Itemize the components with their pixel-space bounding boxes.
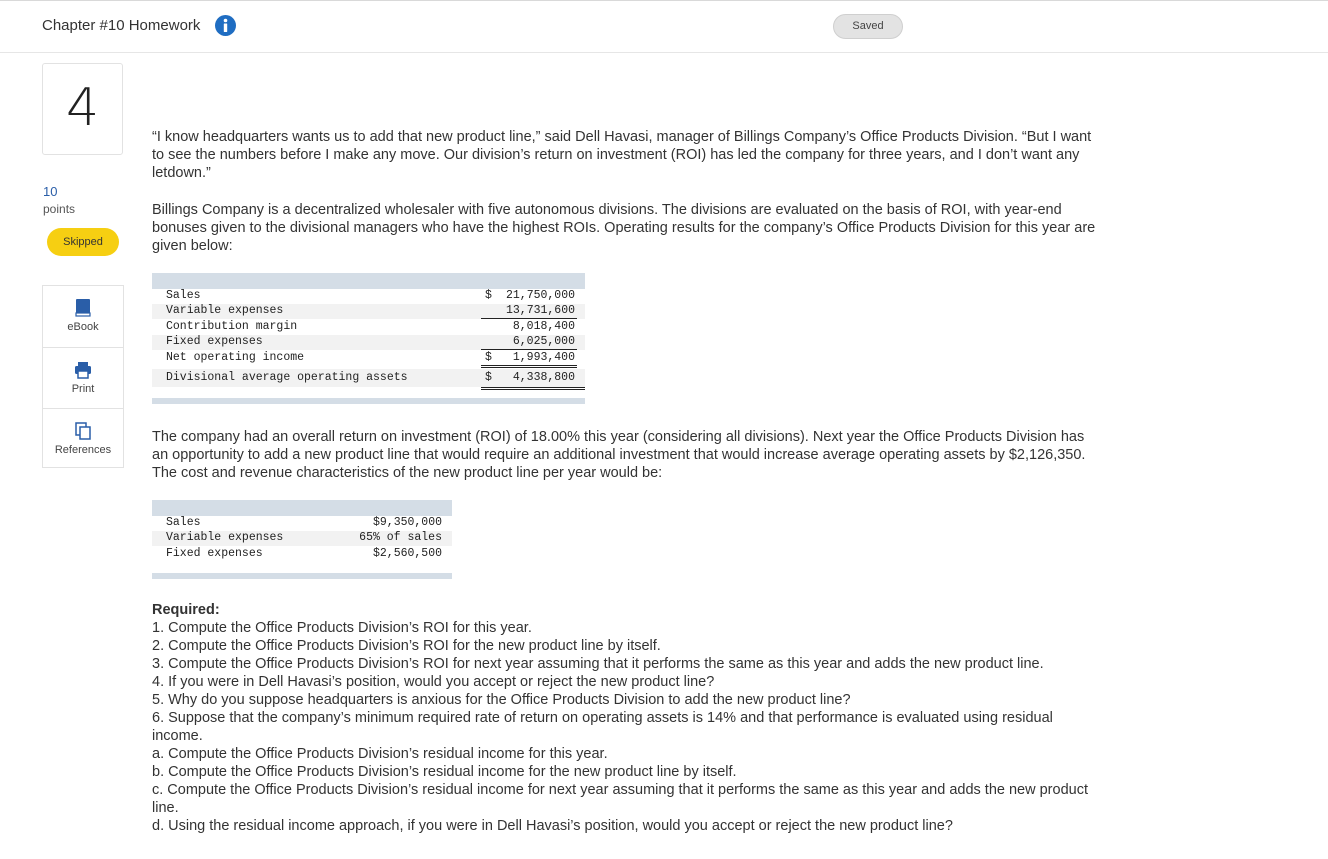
row-label: Divisional average operating assets bbox=[166, 371, 408, 384]
table-row bbox=[152, 289, 585, 304]
saved-status-badge: Saved bbox=[833, 14, 903, 39]
total-underline bbox=[481, 365, 577, 366]
points-label: points bbox=[43, 202, 76, 216]
dollar-sign: $ bbox=[485, 289, 492, 302]
required-item: 4. If you were in Dell Havasi’s position, would you accept or reject the new product line? bbox=[152, 674, 715, 690]
required-item: 2. Compute the Office Products Division’s ROI for the new product line by itself. bbox=[152, 638, 661, 654]
table-row bbox=[152, 369, 585, 387]
table-header-band bbox=[152, 500, 452, 516]
question-number-card bbox=[42, 63, 123, 155]
new-product-line-table bbox=[152, 500, 452, 579]
company-paragraph: Billings Company is a decentralized wholesaler with five autonomous divisions. The divisions are evaluated on the basis of ROI, with year-end bonuses given to the divisional managers who have the highest ROIs. Operating results for the company’s Office Products Division for this year are given below: bbox=[152, 202, 1096, 254]
total-underline bbox=[481, 367, 577, 368]
row-value: 1,993,400 bbox=[512, 351, 575, 364]
row-value: 21,750,000 bbox=[505, 289, 575, 302]
references-icon bbox=[73, 421, 93, 441]
printer-icon bbox=[73, 360, 93, 380]
intro-paragraph: “I know headquarters wants us to add that new product line,” said Dell Havasi, manager of Billings Company’s Office Products Division. “But I want to see the numbers before I make any move. Our division’s return on investment (ROI) has led the company for three years, and I don’t want any letdown.” bbox=[152, 129, 1092, 181]
row-value: 13,731,600 bbox=[505, 304, 575, 317]
table-row bbox=[152, 351, 585, 366]
row-label: Variable expenses bbox=[166, 531, 284, 544]
total-underline bbox=[481, 387, 585, 388]
table-footer-band bbox=[152, 573, 452, 579]
required-item: 3. Compute the Office Products Division’s ROI for next year assuming that it performs the same as this year and adds the new product line. bbox=[152, 656, 1044, 672]
row-value: $2,560,500 bbox=[372, 547, 442, 560]
table-row bbox=[152, 320, 585, 335]
question-number: 4 bbox=[65, 78, 100, 138]
subtotal-underline bbox=[481, 349, 577, 350]
ebook-button[interactable] bbox=[43, 286, 123, 346]
dollar-sign: $ bbox=[485, 371, 492, 384]
table-row bbox=[152, 531, 452, 546]
required-item: d. Using the residual income approach, if you were in Dell Havasi’s position, would you accept or reject the new product line? bbox=[152, 818, 953, 834]
row-label: Variable expenses bbox=[166, 304, 284, 317]
table-header-band bbox=[152, 273, 585, 289]
dollar-sign: $ bbox=[485, 351, 492, 364]
row-label: Sales bbox=[166, 516, 201, 529]
assignment-header bbox=[0, 1, 1328, 53]
print-label: Print bbox=[71, 383, 95, 395]
row-value: 6,025,000 bbox=[512, 335, 575, 348]
table-row bbox=[152, 547, 452, 562]
operating-results-table bbox=[152, 273, 585, 404]
row-label: Net operating income bbox=[166, 351, 305, 364]
required-section bbox=[152, 601, 1102, 835]
row-label: Contribution margin bbox=[166, 320, 298, 333]
row-value: 8,018,400 bbox=[512, 320, 575, 333]
print-button[interactable] bbox=[43, 347, 123, 408]
required-item: 5. Why do you suppose headquarters is anxious for the Office Products Division to add the new product line? bbox=[152, 692, 851, 708]
required-item: c. Compute the Office Products Division’s residual income for next year assuming that it performs the same as this year and adds the new product line. bbox=[152, 782, 1088, 816]
info-icon[interactable] bbox=[215, 15, 236, 36]
required-heading: Required: bbox=[152, 602, 220, 618]
roi-paragraph: The company had an overall return on investment (ROI) of 18.00% this year (considering all divisions). Next year the Office Products Division has an opportunity to add a new product line that would require an additional investment that would increase average operating assets by $2,126,350. The cost and revenue characteristics of the new product line per year would be: bbox=[152, 429, 1086, 481]
book-icon bbox=[73, 298, 93, 318]
row-value: $9,350,000 bbox=[372, 516, 442, 529]
row-value: 4,338,800 bbox=[512, 371, 575, 384]
row-label: Fixed expenses bbox=[166, 547, 263, 560]
required-item: a. Compute the Office Products Division’s residual income for this year. bbox=[152, 746, 608, 762]
points-value: 10 bbox=[43, 184, 58, 199]
row-value: 65% of sales bbox=[359, 531, 442, 544]
total-underline bbox=[481, 389, 585, 390]
assignment-title: Chapter #10 Homework bbox=[42, 17, 201, 34]
required-item: 6. Suppose that the company’s minimum required rate of return on operating assets is 14% and that performance is evaluated using residual income. bbox=[152, 710, 1053, 744]
references-button[interactable] bbox=[43, 408, 123, 469]
required-item: 1. Compute the Office Products Division’s ROI for this year. bbox=[152, 620, 532, 636]
row-label: Fixed expenses bbox=[166, 335, 263, 348]
table-row bbox=[152, 516, 452, 531]
table-row bbox=[152, 304, 585, 319]
references-label: References bbox=[54, 444, 112, 456]
required-item: b. Compute the Office Products Division’s residual income for the new product line by itself. bbox=[152, 764, 737, 780]
ebook-label: eBook bbox=[67, 321, 99, 333]
skipped-status-badge: Skipped bbox=[47, 228, 119, 256]
resource-tools-panel bbox=[42, 285, 124, 468]
table-footer-band bbox=[152, 398, 585, 404]
table-row bbox=[152, 335, 585, 350]
subtotal-underline bbox=[481, 318, 577, 319]
row-label: Sales bbox=[166, 289, 201, 302]
